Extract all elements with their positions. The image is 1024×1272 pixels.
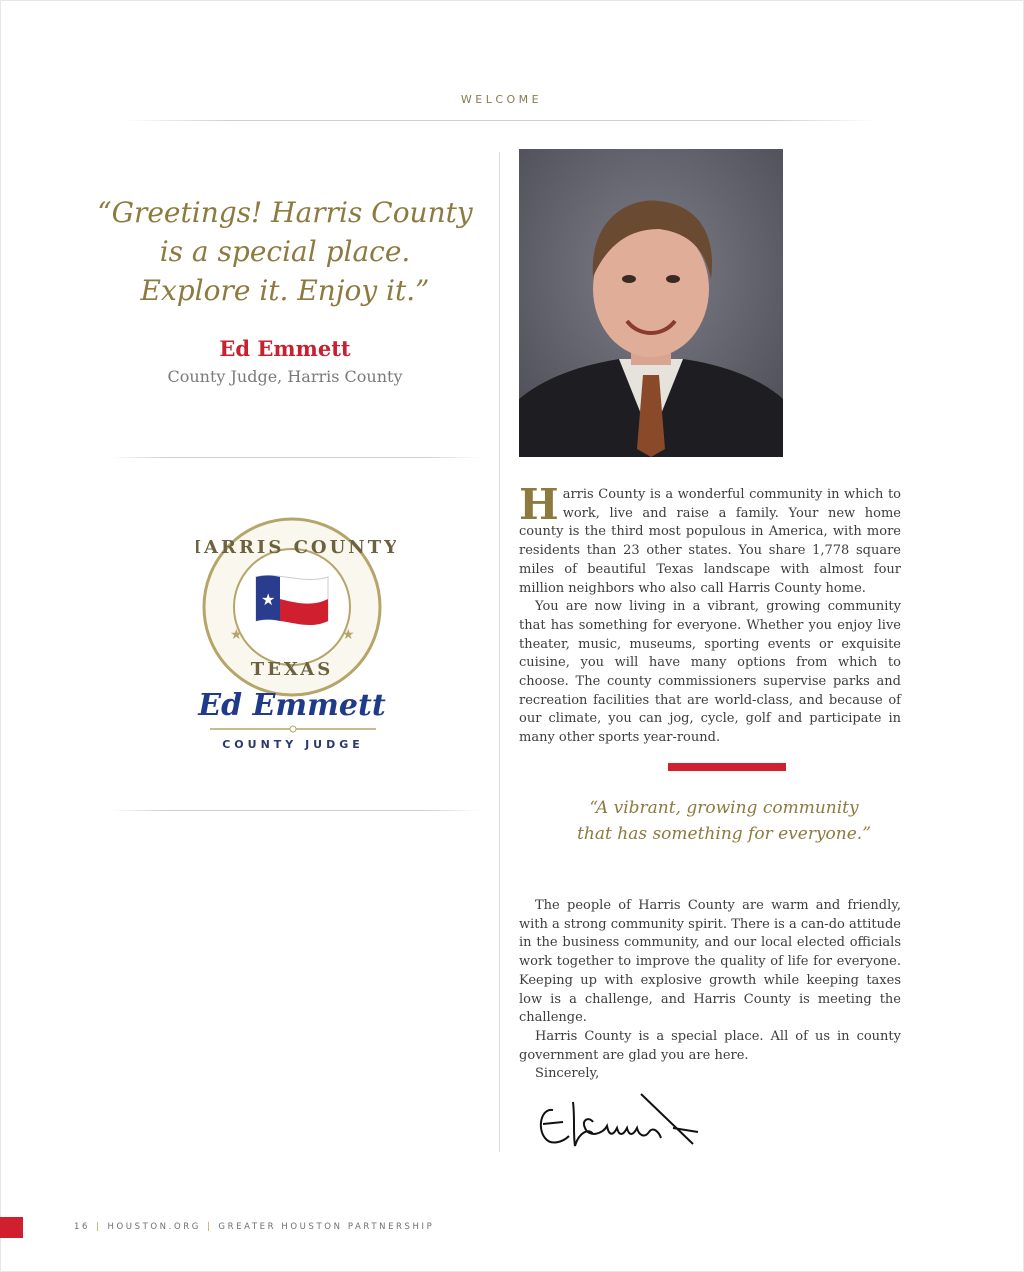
seal-bottom-text: TEXAS [250, 659, 334, 680]
column-divider [499, 152, 500, 1152]
drop-cap: H [519, 480, 559, 529]
paragraph-text: arris County is a wonderful community in which to work, live and raise a family. Your new home county is the third most populous in America, with more residents than 23 other states. You share 1,778 square miles of beautiful Texas landscape with almost four million neighbors who also call Harris County home. [519, 487, 901, 596]
footer-separator: | [96, 1222, 102, 1232]
accent-bar [668, 763, 786, 771]
left-rule-bottom [110, 810, 480, 811]
author-role: County Judge, Harris County [167, 367, 403, 386]
header-rule [120, 120, 880, 121]
paragraph: The people of Harris County are warm and friendly, with a strong community spirit. There is a can-do attitude in the business community, and our local elected officials work together to improve the quality of life for everyone. Keeping up with explosive growth while keeping taxes low is a challenge, and Harris County is meeting the challenge. [519, 898, 901, 1026]
star-icon: ★ [342, 627, 355, 643]
article-body-bottom [519, 897, 901, 1065]
seal-caption: COUNTY JUDGE [222, 738, 364, 751]
county-judge-seal [196, 515, 396, 760]
svg-text:★: ★ [261, 590, 276, 609]
footer-separator: | [206, 1222, 213, 1232]
quote-line: “Greetings! Harris County [97, 196, 473, 229]
closing: Sincerely, [535, 1066, 600, 1081]
quote-line: Explore it. Enjoy it.” [140, 274, 430, 307]
footer-org: GREATER HOUSTON PARTNERSHIP [218, 1222, 435, 1232]
paragraph: You are now living in a vibrant, growing community that has something for everyone. Whether you enjoy live theater, music, museums, sporting events or exquisite cuisine, you will have many options from which to choose. The county commissioners supervise parks and recreation facilities that are world-class, and because of our climate, you can jog, cycle, golf and participate in many other sports year-round. [519, 599, 901, 746]
texas-flag-icon [256, 575, 328, 625]
pull-quote-line: “A vibrant, growing community [589, 798, 859, 818]
star-icon: ★ [230, 627, 243, 643]
left-rule-top [110, 457, 480, 458]
portrait-photo [519, 149, 783, 457]
quote-line: is a special place. [159, 235, 411, 268]
footer-red-block [0, 1217, 23, 1238]
paragraph: Harris County is a special place. All of us in county government are glad you are here. [519, 1028, 901, 1063]
seal-signature: Ed Emmett [198, 688, 386, 723]
article-body-top [519, 480, 901, 748]
page-number: 16 [74, 1222, 91, 1232]
seal-top-text: HARRIS COUNTY [196, 537, 396, 558]
pull-quote-line: that has something for everyone.” [577, 824, 871, 844]
footer-site: HOUSTON.ORG [107, 1222, 201, 1232]
seal-graphic [196, 515, 396, 760]
section-label: WELCOME [460, 93, 543, 106]
paragraph [519, 480, 901, 598]
handwritten-signature [533, 1088, 703, 1158]
page-footer [74, 1222, 434, 1232]
pull-quote [519, 795, 929, 847]
author-name: Ed Emmett [219, 336, 351, 361]
feature-quote [80, 193, 490, 310]
